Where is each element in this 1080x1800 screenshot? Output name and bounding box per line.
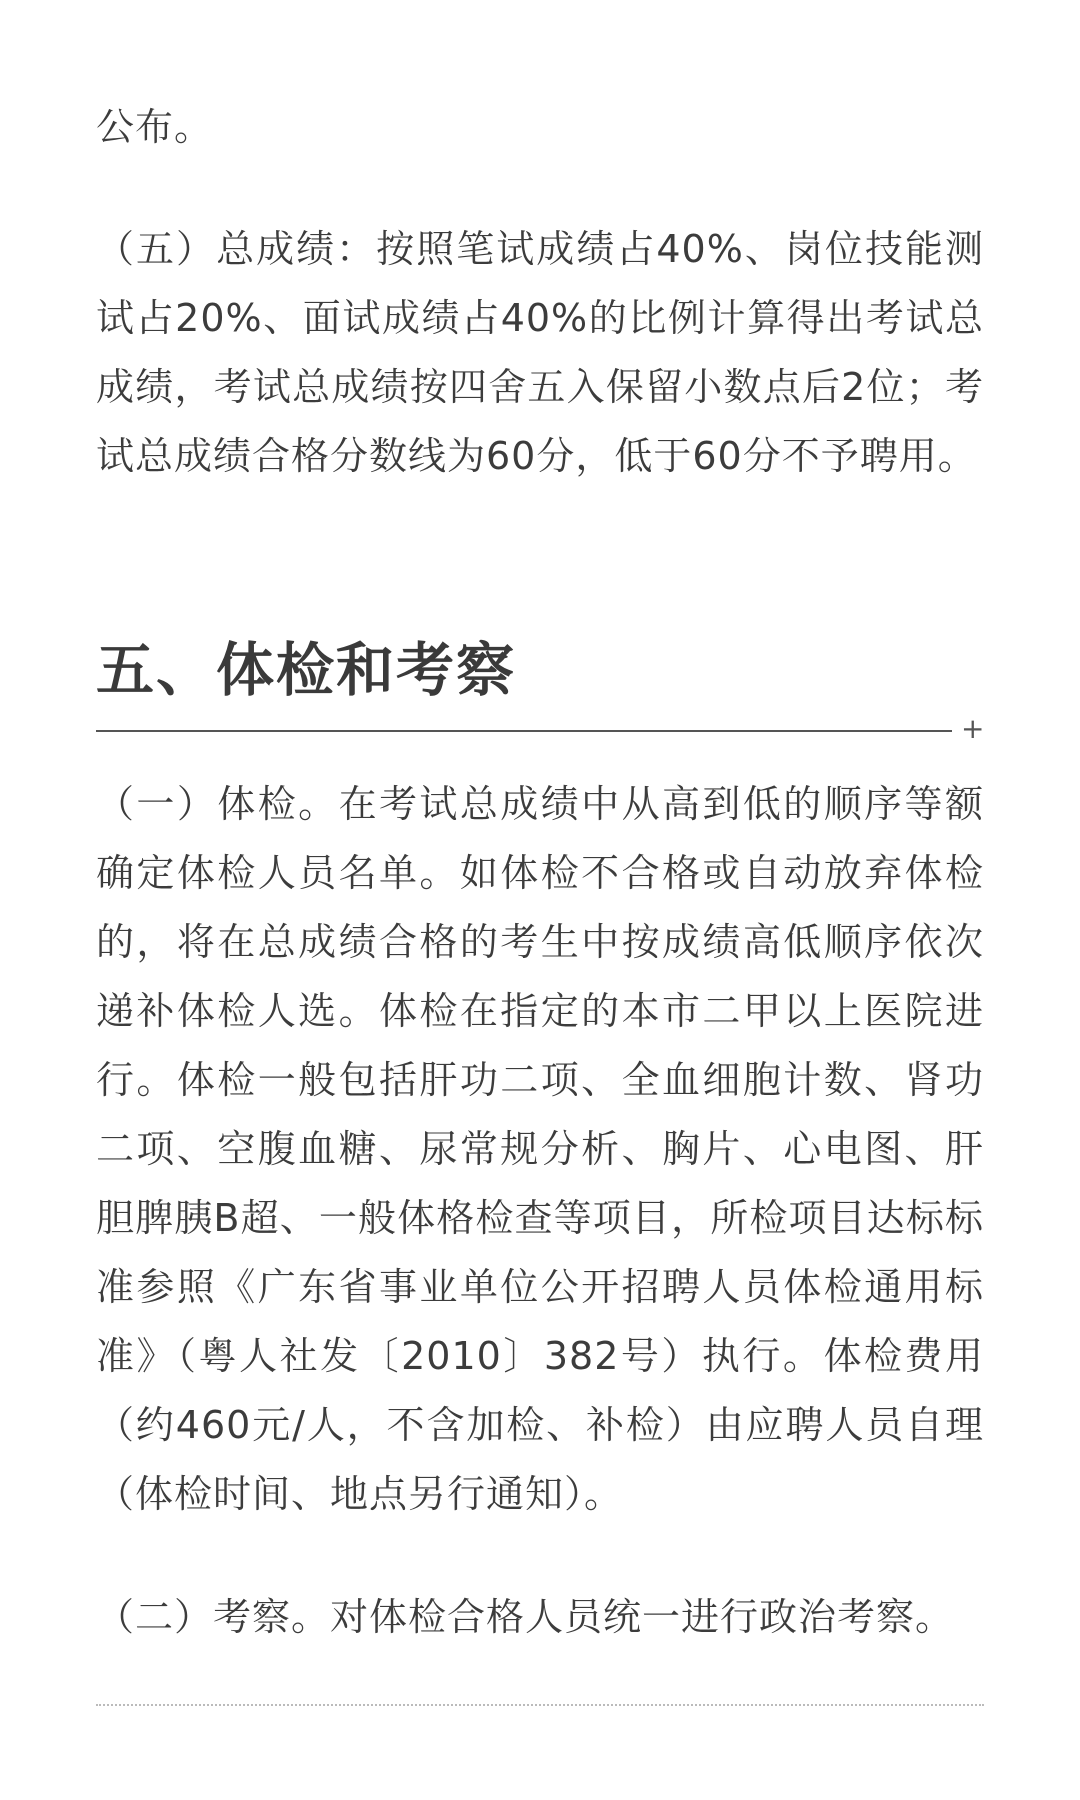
section-heading: 五、体检和考察 <box>96 636 517 704</box>
paragraph-physical-exam: （一）体检。在考试总成绩中从高到低的顺序等额确定体检人员名单。如体检不合格或自动放弃体检的，将在总成绩合格的考生中按成绩高低顺序依次递补体检人选。体检在指定的本市二甲以上医院进行。体检一般包括肝功二项、全血细胞计数、肾功二项、空腹血糖、尿常规分析、胸片、心电图、肝胆脾胰B超、一般体格检查等项目，所检项目达标标准参照《广东省事业单位公开招聘人员体检通用标准》（粤人社发〔2010〕382号）执行。体检费用（约460元/人，不含加检、补检）由应聘人员自理（体检时间、地点另行通知）。 <box>96 782 984 1516</box>
paragraph-inspection: （二）考察。对体检合格人员统一进行政治考察。 <box>96 1595 955 1639</box>
plus-icon: + <box>961 712 985 745</box>
heading-divider <box>96 730 952 732</box>
paragraph-fragment: 公布。 <box>96 105 214 149</box>
paragraph-total-score: （五）总成绩：按照笔试成绩占40%、岗位技能测试占20%、面试成绩占40%的比例计算得出考试总成绩，考试总成绩按四舍五入保留小数点后2位；考试总成绩合格分数线为60分，低于60分不予聘用。 <box>96 227 984 478</box>
dotted-divider <box>96 1704 984 1706</box>
